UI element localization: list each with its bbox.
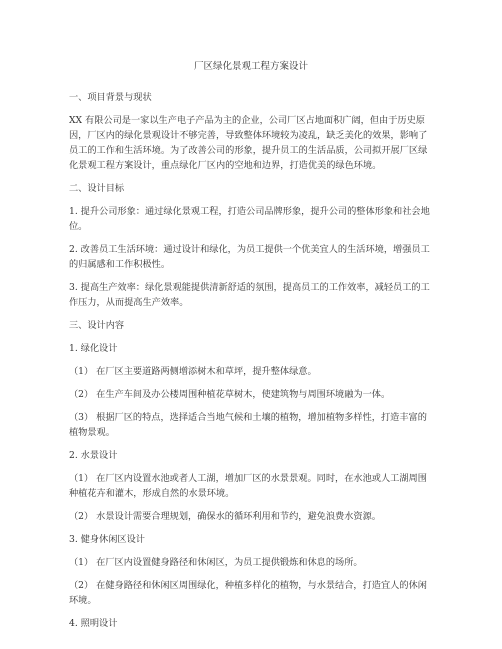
text-line: 一、项目背景与现状 bbox=[69, 92, 152, 103]
text-line: 位。 bbox=[69, 221, 88, 232]
text-line: 4. 照明设计 bbox=[69, 618, 118, 629]
text-line: 三、设计内容 bbox=[69, 320, 125, 331]
text-line: 因，厂区内的绿化景观设计不够完善，导致整体环境较为凌乱，缺乏美化的效果，影响了 bbox=[69, 130, 428, 141]
text-line: 作压力，从而提高生产效率。 bbox=[69, 297, 189, 308]
text-line: XX 有限公司是一家以生产电子产品为主的企业，公司厂区占地面积广阔，但由于历史原 bbox=[69, 115, 425, 126]
text-line: 化景观工程方案设计，重点绿化厂区内的空地和边界，打造优美的绿色环境。 bbox=[69, 160, 382, 171]
text-line: （3） 根据厂区的特点，选择适合当地气候和土壤的植物，增加植物多样性，打造丰富的 bbox=[69, 412, 427, 423]
text-line: 环境。 bbox=[69, 595, 97, 606]
text-line: 二、设计目标 bbox=[69, 183, 125, 194]
text-line: 2. 改善员工生活环境：通过设计和绿化，为员工提供一个优美宜人的生活环境，增强员工 bbox=[69, 244, 430, 255]
text-line: （2） 在生产车间及办公楼周围种植花草树木，使建筑物与周围环境融为一体。 bbox=[69, 389, 391, 400]
text-line: （1） 在厂区主要道路两侧增添树木和草坪，提升整体绿意。 bbox=[69, 366, 317, 377]
text-line: （2） 水景设计需要合理规划，确保水的循环利用和节约，避免浪费水资源。 bbox=[69, 511, 381, 522]
text-line: 植物景观。 bbox=[69, 427, 115, 438]
text-line: 种植花卉和灌木，形成自然的水景环境。 bbox=[69, 488, 235, 499]
text-line: （2） 在健身路径和休闲区周围绿化，种植多样化的植物，与水景结合，打造宜人的休闲 bbox=[69, 580, 427, 591]
text-line: （1） 在厂区内设置水池或者人工湖，增加厂区的水景景观。同时，在水池或人工湖周围 bbox=[69, 473, 427, 484]
document-title: 厂区绿化景观工程方案设计 bbox=[193, 61, 308, 72]
text-line: 员工的工作和生活环境。为了改善公司的形象，提升员工的生活品质，公司拟开展厂区绿 bbox=[69, 145, 428, 156]
text-line: 1. 绿化设计 bbox=[69, 343, 118, 354]
text-line: 3. 健身休闲区设计 bbox=[69, 534, 145, 545]
text-line: 2. 水景设计 bbox=[69, 450, 118, 461]
text-line: （1） 在厂区内设置健身路径和休闲区，为员工提供锻炼和休息的场所。 bbox=[69, 557, 363, 568]
text-line: 的归属感和工作积极性。 bbox=[69, 259, 171, 270]
text-line: 3. 提高生产效率：绿化景观能提供清新舒适的氛围，提高员工的工作效率，减轻员工的工 bbox=[69, 282, 430, 293]
text-line: 1. 提升公司形象：通过绿化景观工程，打造公司品牌形象，提升公司的整体形象和社会地 bbox=[69, 206, 430, 217]
